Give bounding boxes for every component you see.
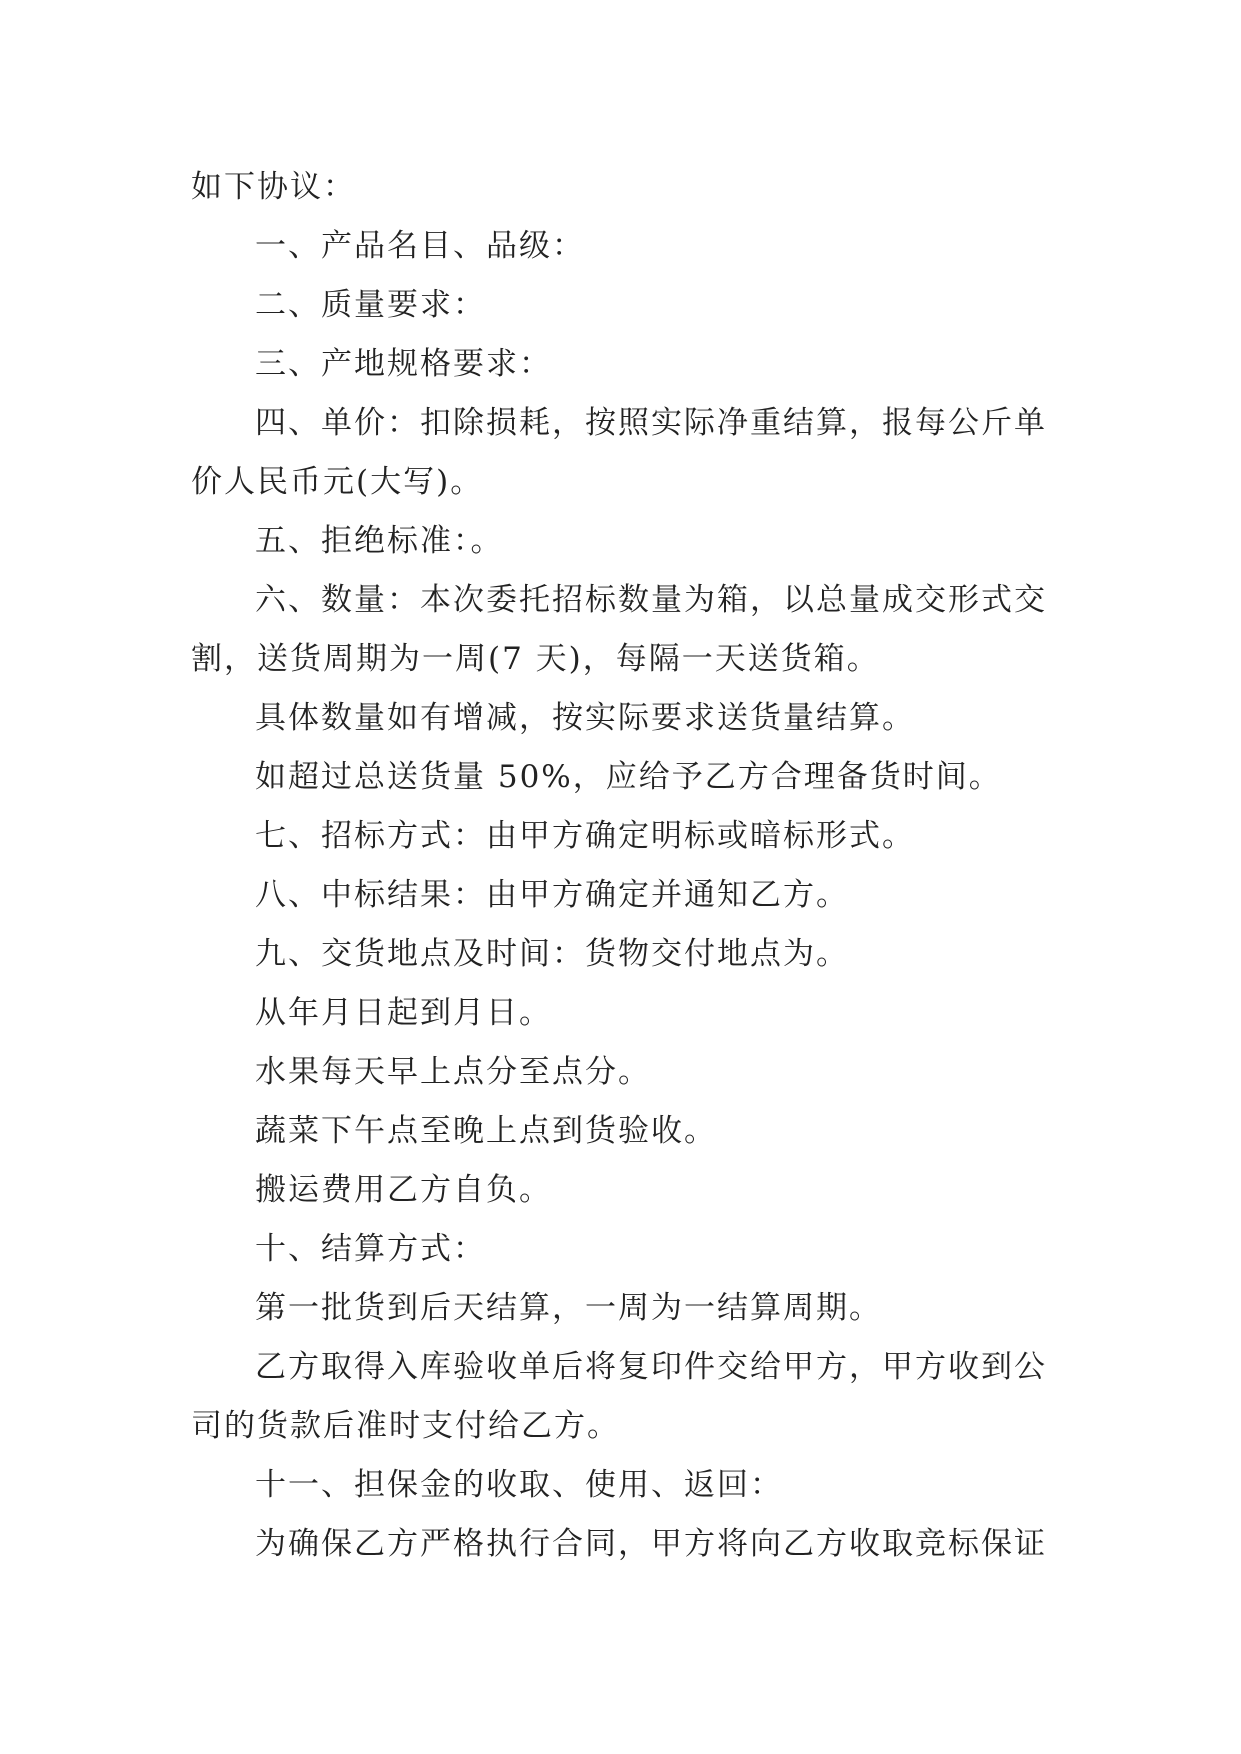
line-section-5-reject: 五、拒绝标准：。 [255,523,504,559]
line-transport-cost: 搬运费用乙方自负。 [255,1172,552,1208]
line-section-6-quantity: 六、数量：本次委托招标数量为箱，以总量成交形式交 [255,582,1047,618]
line-section-3-origin: 三、产地规格要求： [255,346,552,382]
line-settlement-receipt: 乙方取得入库验收单后将复印件交给甲方，甲方收到公 [255,1349,1047,1385]
line-section-9-delivery: 九、交货地点及时间：货物交付地点为。 [255,936,849,972]
line-section-1-product: 一、产品名目、品级： [255,228,585,264]
line-settlement-receipt-cont: 司的货款后准时支付给乙方。 [191,1408,620,1444]
line-section-4-price-cont: 价人民币元(大写)。 [191,464,484,500]
line-fruit-time: 水果每天早上点分至点分。 [255,1054,651,1090]
line-settlement-cycle: 第一批货到后天结算，一周为一结算周期。 [255,1290,882,1326]
document-body [191,158,1051,1574]
line-section-6-quantity-cont: 割，送货周期为一周(7 天)，每隔一天送货箱。 [191,641,880,677]
line-section-11-deposit: 十一、担保金的收取、使用、返回： [255,1467,783,1503]
line-section-8-result: 八、中标结果：由甲方确定并通知乙方。 [255,877,849,913]
line-quantity-exceed: 如超过总送货量 50%，应给予乙方合理备货时间。 [255,759,1002,795]
line-section-10-settlement: 十、结算方式： [255,1231,486,1267]
line-deposit-purpose: 为确保乙方严格执行合同，甲方将向乙方收取竞标保证 [255,1526,1047,1562]
line-delivery-dates: 从年月日起到月日。 [255,995,552,1031]
line-quantity-adjust: 具体数量如有增减，按实际要求送货量结算。 [255,700,915,736]
line-agreement-intro: 如下协议： [191,169,356,205]
line-section-7-bidding: 七、招标方式：由甲方确定明标或暗标形式。 [255,818,915,854]
line-vegetable-time: 蔬菜下午点至晚上点到货验收。 [255,1113,717,1149]
line-section-4-price: 四、单价：扣除损耗，按照实际净重结算，报每公斤单 [255,405,1047,441]
line-section-2-quality: 二、质量要求： [255,287,486,323]
